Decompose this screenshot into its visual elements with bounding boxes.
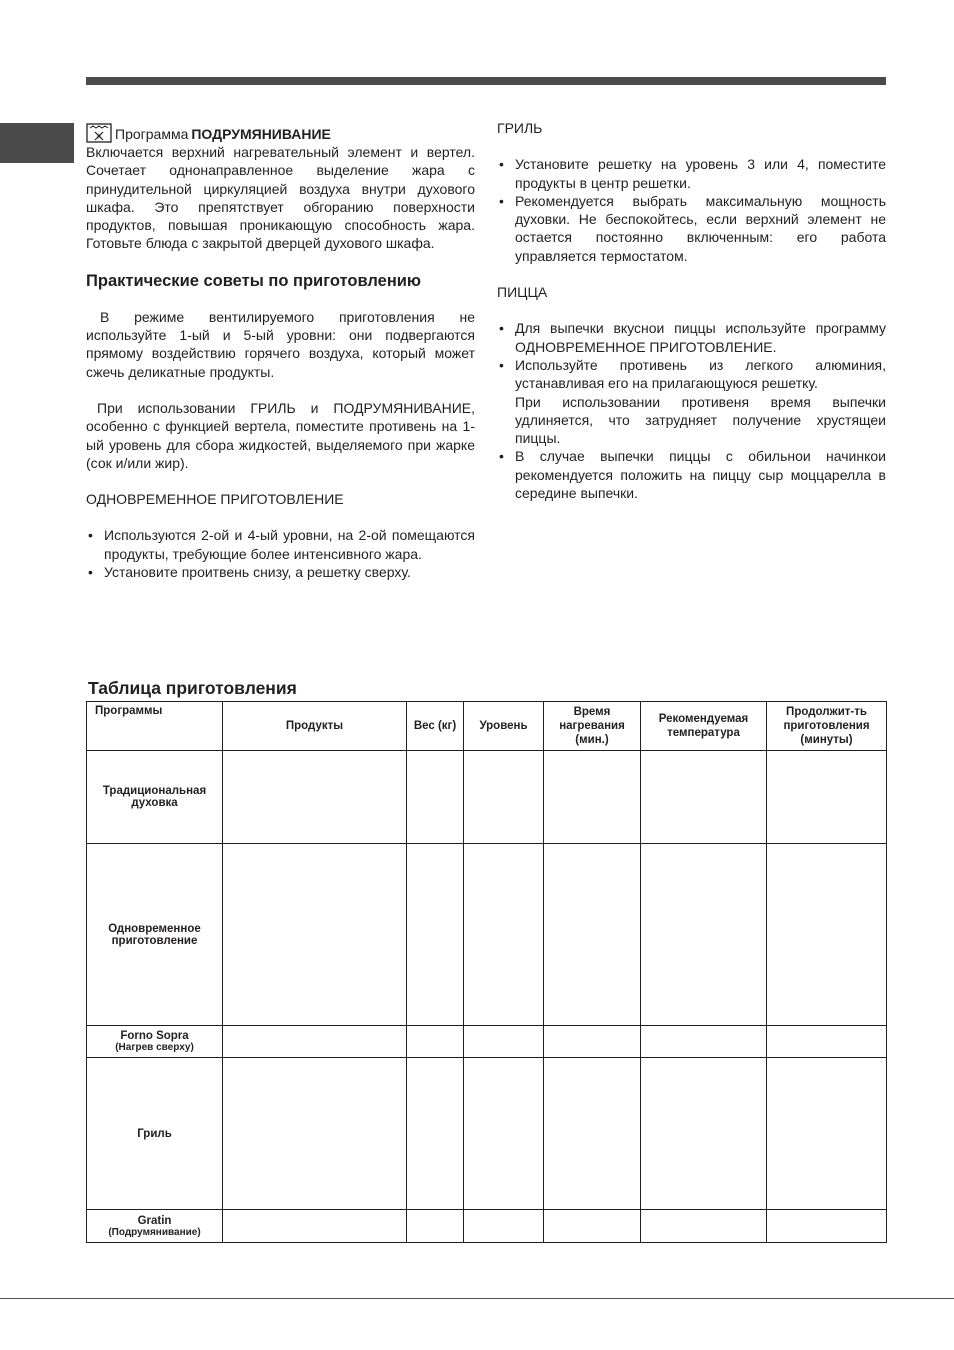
program-cell <box>87 751 223 844</box>
program-subtitle: (Подрумянивание) <box>108 1226 201 1238</box>
grill-list <box>497 155 886 265</box>
oven-grill-fan-icon <box>86 123 112 143</box>
program-name: Гриль <box>137 1127 172 1140</box>
program-name: Forno Sopra <box>120 1030 189 1042</box>
program-cell <box>87 1026 223 1058</box>
pizza-item-continuation: При использовании противеня время выпечки удлиняется, что затрудняет получение хрустящеи пиццы. <box>515 393 886 447</box>
program-cell <box>87 1058 223 1210</box>
table-row <box>87 1026 887 1058</box>
table-row <box>87 844 887 1026</box>
table-row <box>87 751 887 844</box>
cooking-table <box>86 701 887 1243</box>
simultaneous-title: ОДНОВРЕМЕННОЕ ПРИГОТОВЛЕНИЕ <box>86 491 344 508</box>
list-item: • Рекомендуется выбрать максимальную мощность духовки. Не беспокойтесь, если верхний элемент не остается постоянно включенным: его работа управляется термостатом. <box>497 192 886 265</box>
simultaneous-list <box>86 526 475 581</box>
program-subtitle: (Нагрев сверху) <box>115 1042 194 1053</box>
list-item <box>497 356 886 447</box>
col-header-preheat: Время нагревания (мин.) <box>544 702 641 751</box>
left-column <box>86 123 475 581</box>
bottom-rule <box>0 1298 954 1299</box>
program-name: Gratin <box>137 1214 172 1227</box>
col-header-weight: Вес (кг) <box>407 702 464 751</box>
table-header-row <box>87 702 887 751</box>
top-decorative-bar <box>86 77 886 85</box>
program-prefix: Программа <box>115 125 189 142</box>
grill-title: ГРИЛЬ <box>497 120 543 136</box>
col-header-duration: Продолжит-ть приготовления (минуты) <box>767 702 887 751</box>
program-name: Одновременное приготовление <box>108 922 201 947</box>
col-header-level: Уровень <box>464 702 544 751</box>
list-item: • В случае выпечки пиццы с обильнои начинкои рекомендуется положить на пиццу сыр моццарелла в середине выпечки. <box>497 447 886 502</box>
tip-ventilated: В режиме вентилируемого приготовления не используйте 1-ый и 5-ый уровни: они подвергаются прямому воздействию горячего воздуха, который может сжечь деликатные продукты. <box>86 308 475 380</box>
list-item: • Для выпечки вкуснои пиццы используйте программу ОДНОВРЕМЕННОЕ ПРИГОТОВЛЕНИЕ. <box>497 319 886 356</box>
list-item: • Используются 2-ой и 4-ый уровни, на 2-ой помещаются продукты, требующие более интенсивного жара. <box>86 526 475 563</box>
program-name: Традициональная духовка <box>102 785 207 809</box>
list-item: • Установите решетку на уровень 3 или 4, поместите продукты в центр решетки. <box>497 155 886 192</box>
program-cell <box>87 1210 223 1243</box>
program-description: Включается верхний нагревательный элемент и вертел. Сочетает однонаправленное выделение жара с принудительной циркуляцией воздуха внутри духового шкафа. Это препятствует обгоранию поверхности продуктов, повышая проникающую способность жара. Готовьте блюда с закрытой дверцей духового шкафа. <box>86 144 475 252</box>
program-heading <box>86 123 475 143</box>
col-header-programs: Программы <box>87 702 223 751</box>
col-header-temperature: Рекомендуемая температура <box>641 702 767 751</box>
side-tab-marker <box>0 123 74 163</box>
col-header-products: Продукты <box>223 702 407 751</box>
table-row <box>87 1210 887 1243</box>
right-column <box>497 120 886 502</box>
program-cell <box>87 844 223 1026</box>
pizza-title: ПИЦЦА <box>497 284 548 301</box>
tip-grill: При использовании ГРИЛЬ и ПОДРУМЯНИВАНИЕ, особенно с функцией вертела, поместите противень на 1-ый уровень для сбора жидкостей, выделяемого при жарке (сок и/или жир). <box>86 399 475 471</box>
tips-title: Практические советы по приготовлению <box>86 271 422 290</box>
program-name: ПОДРУМЯНИВАНИЕ <box>191 125 331 142</box>
list-item: • Установите проитвень снизу, а решетку сверху. <box>86 563 475 581</box>
table-row <box>87 1058 887 1210</box>
cooking-table-title: Таблица приготовления <box>88 678 297 698</box>
pizza-list <box>497 319 886 502</box>
pizza-item-text: Используйте противень из легкого алюминия, устанавливая его на прилагающуюся решетку. <box>515 356 886 392</box>
